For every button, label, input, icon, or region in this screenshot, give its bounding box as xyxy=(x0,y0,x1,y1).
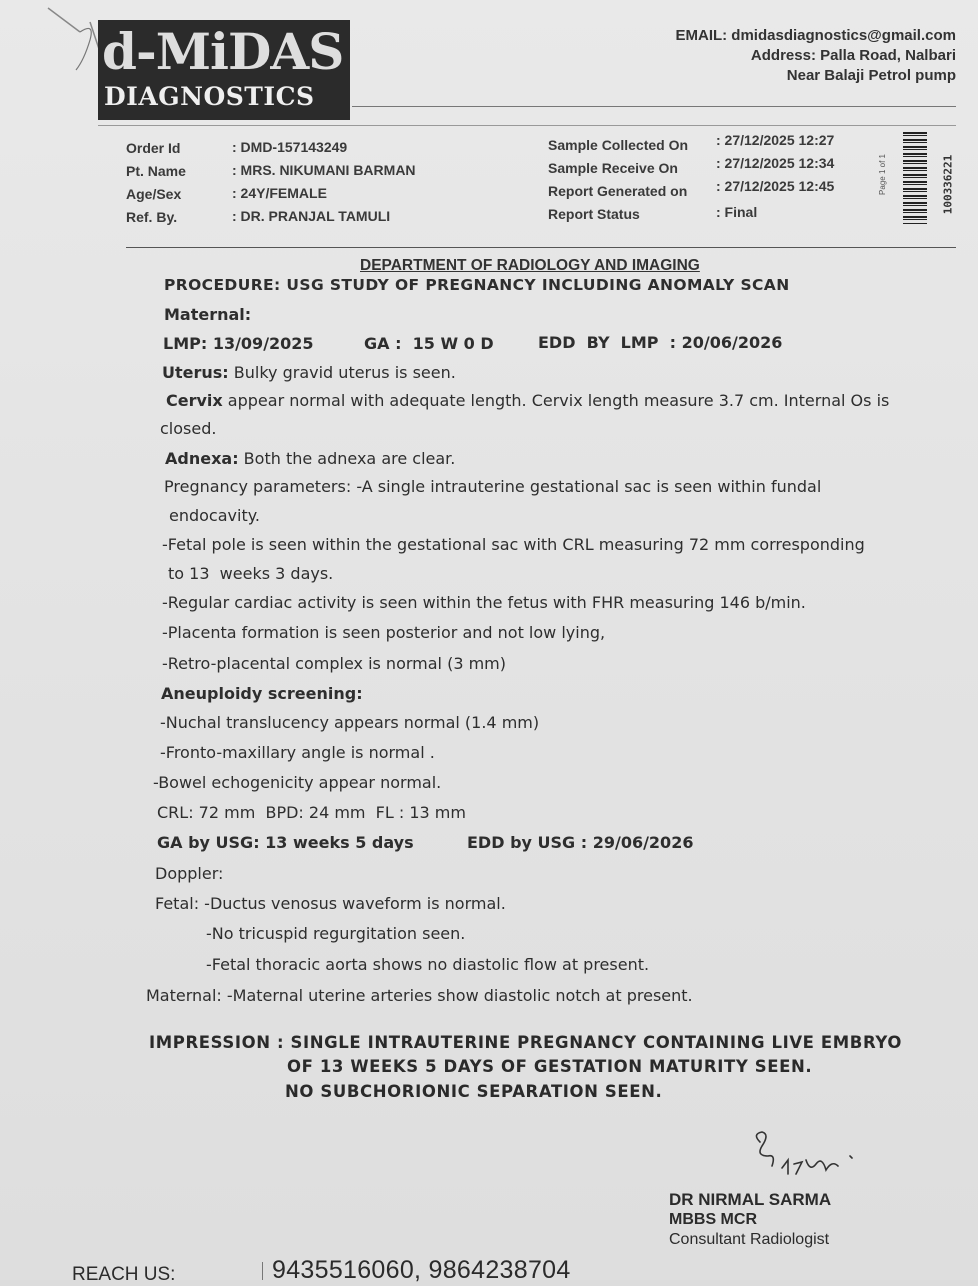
patient-name-value: : MRS. NIKUMANI BARMAN xyxy=(232,162,416,178)
report-generated-value: : 27/12/2025 12:45 xyxy=(716,178,835,194)
reach-us-label: REACH US: xyxy=(72,1264,176,1285)
pregnancy-params-1: Pregnancy parameters: -A single intrauterine gestational sac is seen within fundal xyxy=(164,477,822,496)
department-title: DEPARTMENT OF RADIOLOGY AND IMAGING xyxy=(360,257,700,274)
adnexa-line xyxy=(165,449,455,468)
age-sex-value: : 24Y/FEMALE xyxy=(232,185,327,201)
impression-line-1: IMPRESSION : SINGLE INTRAUTERINE PREGNANCY CONTAINING LIVE EMBRYO xyxy=(149,1033,902,1052)
header-rule-2 xyxy=(98,125,956,126)
handwritten-signature xyxy=(748,1126,878,1186)
uterus-line xyxy=(162,363,456,382)
edd-lmp-value: EDD BY LMP : 20/06/2026 xyxy=(538,333,783,352)
staple-mark xyxy=(40,0,100,75)
bowel-text: -Bowel echogenicity appear normal. xyxy=(153,773,442,792)
placenta-text: -Placenta formation is seen posterior and not low lying, xyxy=(162,623,606,642)
sample-received-value: : 27/12/2025 12:34 xyxy=(716,155,835,171)
uterus-text: Bulky gravid uterus is seen. xyxy=(228,363,456,382)
aorta-text: -Fetal thoracic aorta shows no diastolic flow at present. xyxy=(206,955,650,974)
sample-received-label: Sample Receive On xyxy=(548,160,678,176)
doctor-degree: MBBS MCR xyxy=(669,1211,757,1228)
barcode-number: 100336221 xyxy=(941,154,955,215)
cervix-text-2: closed. xyxy=(160,419,217,438)
edd-usg-value: EDD by USG : 29/06/2026 xyxy=(467,833,694,852)
cervix-label: Cervix xyxy=(166,391,223,410)
logo-subtext: DIAGNOSTICS xyxy=(104,82,315,111)
cervix-text: appear normal with adequate length. Cervix length measure 3.7 cm. Internal Os is xyxy=(222,391,890,410)
header-rule xyxy=(352,106,956,107)
adnexa-label: Adnexa: xyxy=(165,449,239,468)
footer-divider xyxy=(262,1262,263,1280)
contact-block xyxy=(675,26,956,86)
age-sex-label: Age/Sex xyxy=(126,186,182,202)
fronto-maxillary-text: -Fronto-maxillary angle is normal . xyxy=(160,743,435,762)
ga-usg-value: GA by USG: 13 weeks 5 days xyxy=(157,833,414,852)
report-status-label: Report Status xyxy=(548,206,640,222)
phone-numbers: 9435516060, 9864238704 xyxy=(272,1256,571,1284)
impression-line-2: OF 13 WEEKS 5 DAYS OF GESTATION MATURITY SEEN. xyxy=(287,1057,813,1076)
sample-collected-value: : 27/12/2025 12:27 xyxy=(716,132,835,148)
report-generated-label: Report Generated on xyxy=(548,183,688,199)
adnexa-text: Both the adnexa are clear. xyxy=(238,449,456,468)
referred-by-value: : DR. PRANJAL TAMULI xyxy=(232,208,391,224)
tricuspid-text: -No tricuspid regurgitation seen. xyxy=(206,924,466,943)
retro-placental-text: -Retro-placental complex is normal (3 mm) xyxy=(162,654,506,673)
logo-text: d-MiDAS xyxy=(102,22,344,81)
email-text: EMAIL: dmidasdiagnostics@gmail.com xyxy=(675,27,956,44)
address-text: Address: Palla Road, Nalbari xyxy=(750,47,956,64)
doctor-title: Consultant Radiologist xyxy=(669,1231,830,1248)
fetal-ductus-text: Fetal: -Ductus venosus waveform is normal. xyxy=(155,894,506,913)
sample-collected-label: Sample Collected On xyxy=(548,137,689,153)
fetal-pole-2: to 13 weeks 3 days. xyxy=(168,564,334,583)
doppler-heading: Doppler: xyxy=(155,864,224,883)
report-status-value: : Final xyxy=(716,204,758,220)
order-id-label: Order Id xyxy=(126,140,181,156)
patient-name-label: Pt. Name xyxy=(126,163,186,179)
info-rule xyxy=(126,247,956,248)
order-id-value: : DMD-157143249 xyxy=(232,139,348,155)
landmark-text: Near Balaji Petrol pump xyxy=(786,67,956,84)
company-logo xyxy=(98,20,350,120)
cervix-line xyxy=(166,391,889,410)
procedure-title: PROCEDURE: USG STUDY OF PREGNANCY INCLUDING ANOMALY SCAN xyxy=(164,276,790,294)
maternal-heading: Maternal: xyxy=(164,305,252,324)
barcode xyxy=(903,132,927,224)
lmp-value: LMP: 13/09/2025 xyxy=(163,334,314,353)
maternal-uterine-text: Maternal: -Maternal uterine arteries show diastolic notch at present. xyxy=(146,986,693,1005)
nuchal-text: -Nuchal translucency appears normal (1.4 mm) xyxy=(160,713,540,732)
uterus-label: Uterus: xyxy=(162,363,229,382)
pregnancy-params-2: endocavity. xyxy=(169,506,260,525)
doctor-name: DR NIRMAL SARMA xyxy=(669,1190,832,1209)
cardiac-activity: -Regular cardiac activity is seen within the fetus with FHR measuring 146 b/min. xyxy=(162,593,806,612)
fetal-pole-1: -Fetal pole is seen within the gestational sac with CRL measuring 72 mm corresponding xyxy=(162,535,865,554)
referred-by-label: Ref. By. xyxy=(126,209,178,225)
impression-line-3: NO SUBCHORIONIC SEPARATION SEEN. xyxy=(285,1082,663,1101)
biometry-text: CRL: 72 mm BPD: 24 mm FL : 13 mm xyxy=(157,803,466,822)
ga-value: GA : 15 W 0 D xyxy=(364,334,494,353)
aneuploidy-heading: Aneuploidy screening: xyxy=(161,684,363,703)
page-number: Page 1 of 1 xyxy=(877,154,887,195)
